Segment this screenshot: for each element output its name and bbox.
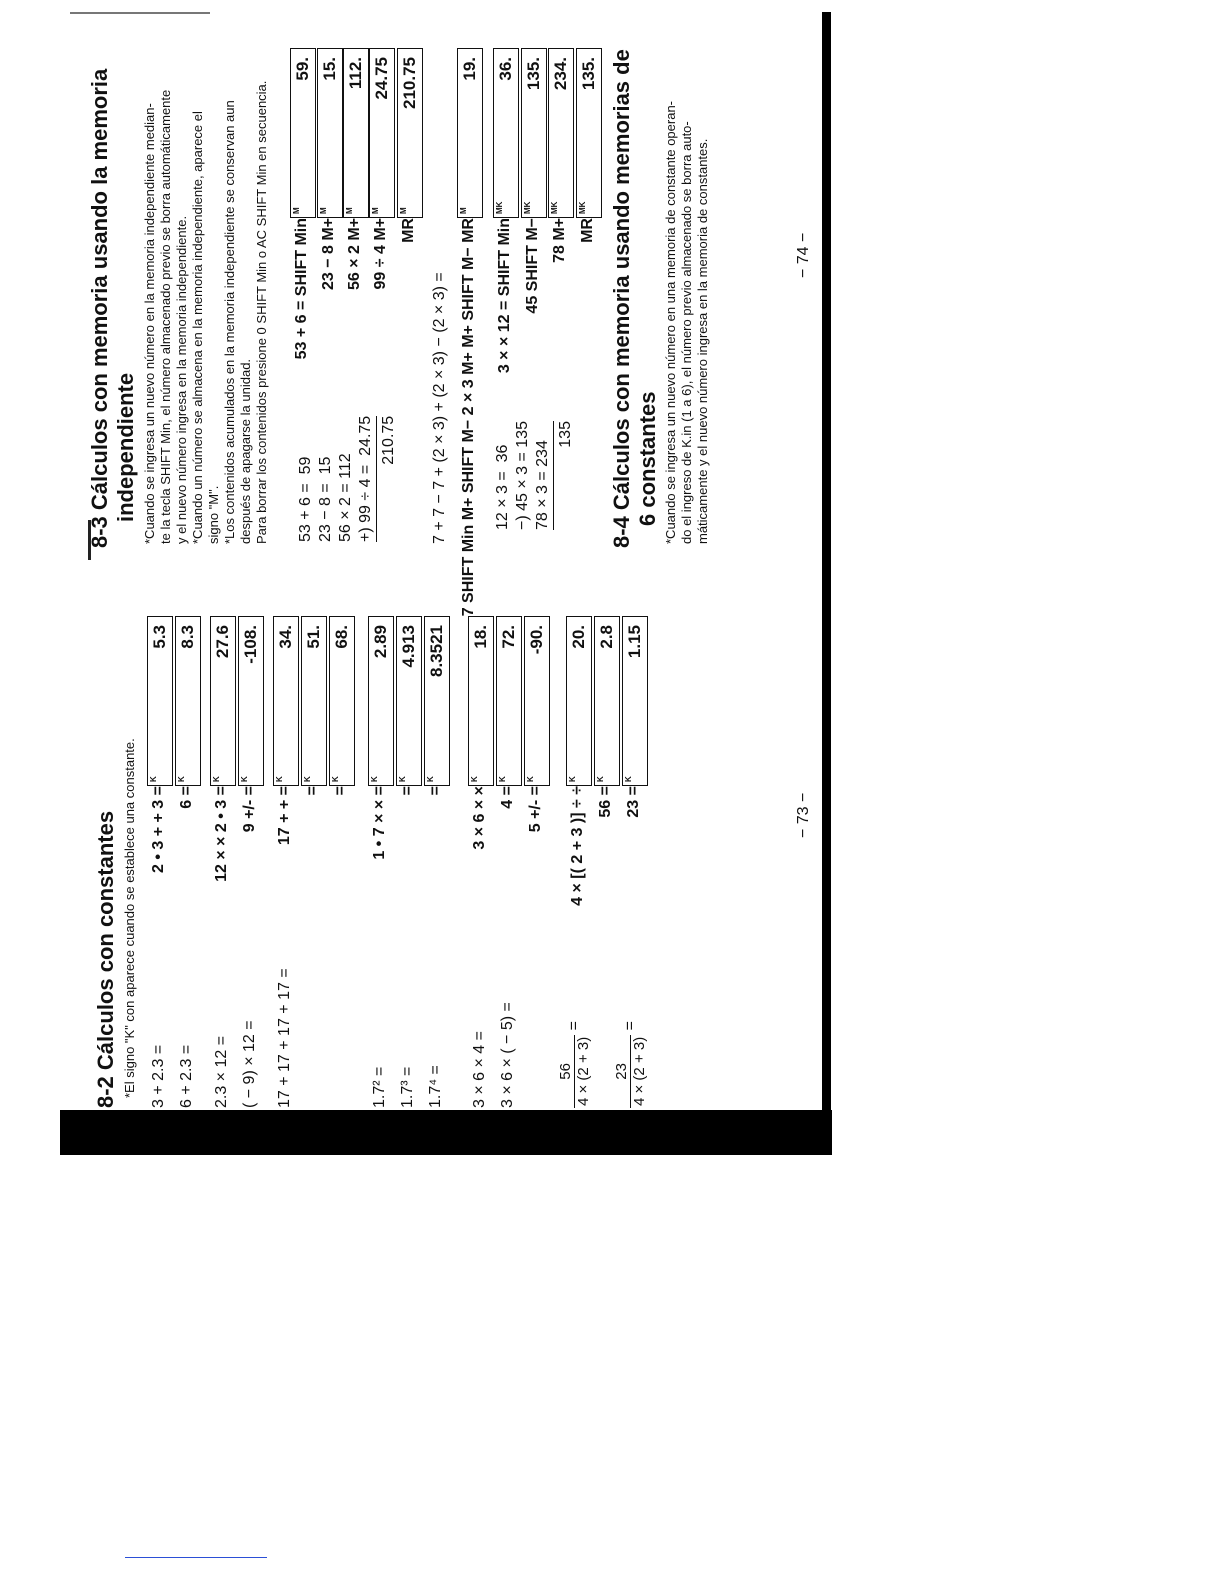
display-indicator: K [624,776,633,782]
key-sequence: 99 ÷ 4 M+ [372,218,389,290]
section-title-8-4-line2: 6 constantes [635,391,660,526]
display-indicator: K [370,776,379,782]
section-title-8-3: 8-3 Cálculos con memoria usando la memoria [87,68,112,548]
display-value: 24.75 [372,57,391,100]
display-value: 210.75 [400,57,419,109]
display-indicator: K [177,776,186,782]
calc-line: 78 × 3 = 234 [534,440,551,530]
expression-2: 7 + 7 − 7 + (2 × 3) + (2 × 3) − (2 × 3) = [431,272,448,544]
calc-line: 210.75 [376,416,399,542]
key-sequence: 1 • 7 × × = [371,786,388,860]
bottom-rule [125,1557,267,1558]
note-line: te la tecla SHIFT Min, el número almacenado previo se borra automáticamente [158,89,173,544]
key-sequence: 5 +/- = [527,786,544,833]
display-value: 36. [496,57,515,81]
display-indicator: M [459,207,468,214]
display-readout [397,48,423,218]
display-indicator: MK [523,201,532,214]
display-readout [317,48,343,218]
display-value: 34. [276,625,295,649]
display-value: -90. [527,625,546,655]
display-readout [368,616,394,786]
key-sequence: 56 = [597,786,614,818]
display-readout [210,616,236,786]
display-value: 2.89 [371,625,390,659]
display-indicator: K [526,776,535,782]
display-indicator: K [596,776,605,782]
display-readout [468,616,494,786]
display-value: -108. [241,625,260,664]
scan-dark-band [60,1110,832,1155]
key-sequence: 53 + 6 = SHIFT Min [293,218,310,360]
display-indicator: K [240,776,249,782]
display-indicator: K [275,776,284,782]
equation: 1.7³ = [399,1066,416,1108]
section-title-8-2: 8-2 Cálculos con constantes [93,810,118,1108]
note-line: *Cuando un número se almacena en la memoria independiente, aparece el [190,111,205,544]
calc-line: 56 × 2 = 112 [337,453,354,542]
display-readout [424,616,450,786]
notes-8-3 [142,4,270,544]
example-row [427,568,457,1108]
example-row [527,568,557,1108]
fraction-equation [557,1021,592,1108]
display-value: 5.3 [150,625,169,649]
key-sequence: = [304,786,321,796]
display-indicator: K [149,776,158,782]
display-value: 135. [524,57,543,91]
display-value: 68. [332,625,351,649]
fraction-denominator: 4 × (2 + 3) [631,1036,648,1106]
section-title-8-3-line2: independiente [113,372,138,522]
example-row [332,568,362,1108]
display-value: 72. [499,625,518,649]
display-indicator: K [331,776,340,782]
note-line: Para borrar los contenidos presione 0 SHIFT Min o AC SHIFT Min en secuencia. [254,80,269,544]
equation: ( − 9) × 12 = [241,1020,258,1108]
display-indicator: M [292,207,301,214]
display-value: 19. [460,57,479,81]
equation: 1.7⁴ = [427,1065,444,1108]
display-readout [175,616,201,786]
key-sequence: 6 = [178,786,195,809]
display-indicator: M [371,207,380,214]
example-row [178,568,208,1108]
key-sequence: 56 × 2 M+ [346,218,363,291]
equation: 3 × 6 × 4 = [471,1031,488,1108]
page-number-74: − 74 − [795,232,812,278]
display-indicator: K [470,776,479,782]
display-indicator: K [212,776,221,782]
note-line: máticamente y el nuevo número ingresa en la memoria de constantes. [695,138,710,544]
note-line: *Cuando se ingresa un nuevo número en la memoria independiente median- [142,103,157,544]
equation: 3 × 6 × ( − 5) = [499,1002,516,1108]
key-sequence: 12 × × 2 • 3 = [213,786,230,882]
display-value: 112. [346,57,365,90]
equals-sign: = [565,1020,583,1035]
calc-line: +) 99 ÷ 4 = 24.75 [357,415,374,542]
display-readout [238,616,264,786]
calc-line: 23 − 8 = 15 [317,456,334,542]
calc-line: 135 [553,421,576,530]
equation: 2.3 × 12 = [213,1035,230,1108]
memory-row [579,8,609,548]
fraction-denominator: 4 × (2 + 3) [575,1036,592,1106]
display-indicator: MK [550,201,559,214]
display-readout [566,616,592,786]
display-readout [548,48,574,218]
display-value: 234. [551,57,570,91]
key-sequence: 3 × 6 × × [471,786,488,850]
display-readout [147,616,173,786]
page-number-73: − 73 − [795,792,812,838]
display-readout [576,48,602,218]
display-value: 27.6 [213,625,232,659]
rotated-spread [88,8,828,1108]
note-line: *Cuando se ingresa un nuevo número en una memoria de constante operan- [663,100,678,544]
fraction-equation [613,1021,648,1108]
display-readout [493,48,519,218]
note-line: después de apagarse la unidad. [238,358,253,544]
note-8-2: *El signo "K" con aparece cuando se establece una constante. [122,738,137,1098]
equals-sign: = [621,1020,639,1035]
display-indicator: K [498,776,507,782]
display-readout [524,616,550,786]
key-sequence: 78 M+ [551,218,568,263]
display-indicator: M [399,207,408,214]
key-sequence: 7 SHIFT Min M+ SHIFT M− 2 × 3 M+ M+ SHIFT M− MR [460,218,477,617]
display-indicator: K [568,776,577,782]
display-value: 2.8 [597,625,616,649]
display-readout [329,616,355,786]
key-sequence: 9 +/- = [241,786,258,833]
display-readout [396,616,422,786]
display-indicator: MK [578,201,587,214]
display-indicator: K [398,776,407,782]
key-sequence: = [427,786,444,796]
key-sequence: 3 × × 12 = SHIFT Min [496,218,513,374]
display-value: 8.3521 [427,625,446,677]
example-row [241,568,271,1108]
key-sequence: = [399,786,416,796]
key-sequence: MR [579,218,596,243]
key-sequence: 4 = [499,786,516,809]
display-indicator: K [426,776,435,782]
display-indicator: M [319,207,328,214]
display-readout [594,616,620,786]
key-sequence: 4 × [( 2 + 3 )] ÷ ÷ [569,786,586,906]
equation: 1.7² = [371,1066,388,1108]
display-readout [521,48,547,218]
display-readout [496,616,522,786]
memory-row [400,8,430,548]
display-readout [273,616,299,786]
display-value: 18. [471,625,490,649]
display-readout [622,616,648,786]
equation: 17 + 17 + 17 + 17 = [276,968,293,1108]
display-readout [343,48,369,218]
display-indicator: MK [495,201,504,214]
calc-line: −) 45 × 3 = 135 [514,421,531,530]
key-sequence: 23 − 8 M+ [320,218,337,291]
note-line: y el nuevo número ingresa en la memoria independiente. [174,215,189,544]
display-value: 15. [320,57,339,81]
key-sequence: 45 SHIFT M− [524,218,541,314]
display-value: 4.913 [399,625,418,668]
note-line: signo "M". [206,485,221,544]
display-value: 135. [579,57,598,91]
fraction-numerator: 23 [613,1035,631,1108]
fraction-numerator: 56 [557,1035,575,1108]
display-readout [301,616,327,786]
section-title-8-4: 8-4 Cálculos con memoria usando memorias de [609,49,634,548]
calc-line: 53 + 6 = 59 [297,456,314,542]
display-value: 8.3 [178,625,197,649]
notes-8-4 [663,4,711,544]
calc-line: 12 × 3 = 36 [494,444,511,530]
note-line: *Los contenidos acumulados en la memoria independiente se conservan aun [222,100,237,544]
key-sequence: 23 = [625,786,642,818]
display-value: 20. [569,625,588,649]
display-value: 1.15 [625,625,644,659]
display-readout [457,48,483,218]
equation: 6 + 2.3 = [178,1044,195,1108]
note-line: do el ingreso de K.in (1 a 6), el número previo almacenado se borra auto- [679,121,694,544]
key-sequence: 2 • 3 + + 3 = [150,786,167,873]
display-value: 59. [293,57,312,81]
key-sequence: MR [400,218,417,243]
display-indicator: M [345,207,354,214]
key-sequence: 17 + + = [276,786,293,846]
display-indicator: K [303,776,312,782]
equation: 3 + 2.3 = [150,1044,167,1108]
example-row [613,568,655,1108]
display-value: 51. [304,625,323,649]
display-readout [290,48,316,218]
key-sequence: = [332,786,349,796]
display-readout [369,48,395,218]
memory-row [459,8,490,617]
